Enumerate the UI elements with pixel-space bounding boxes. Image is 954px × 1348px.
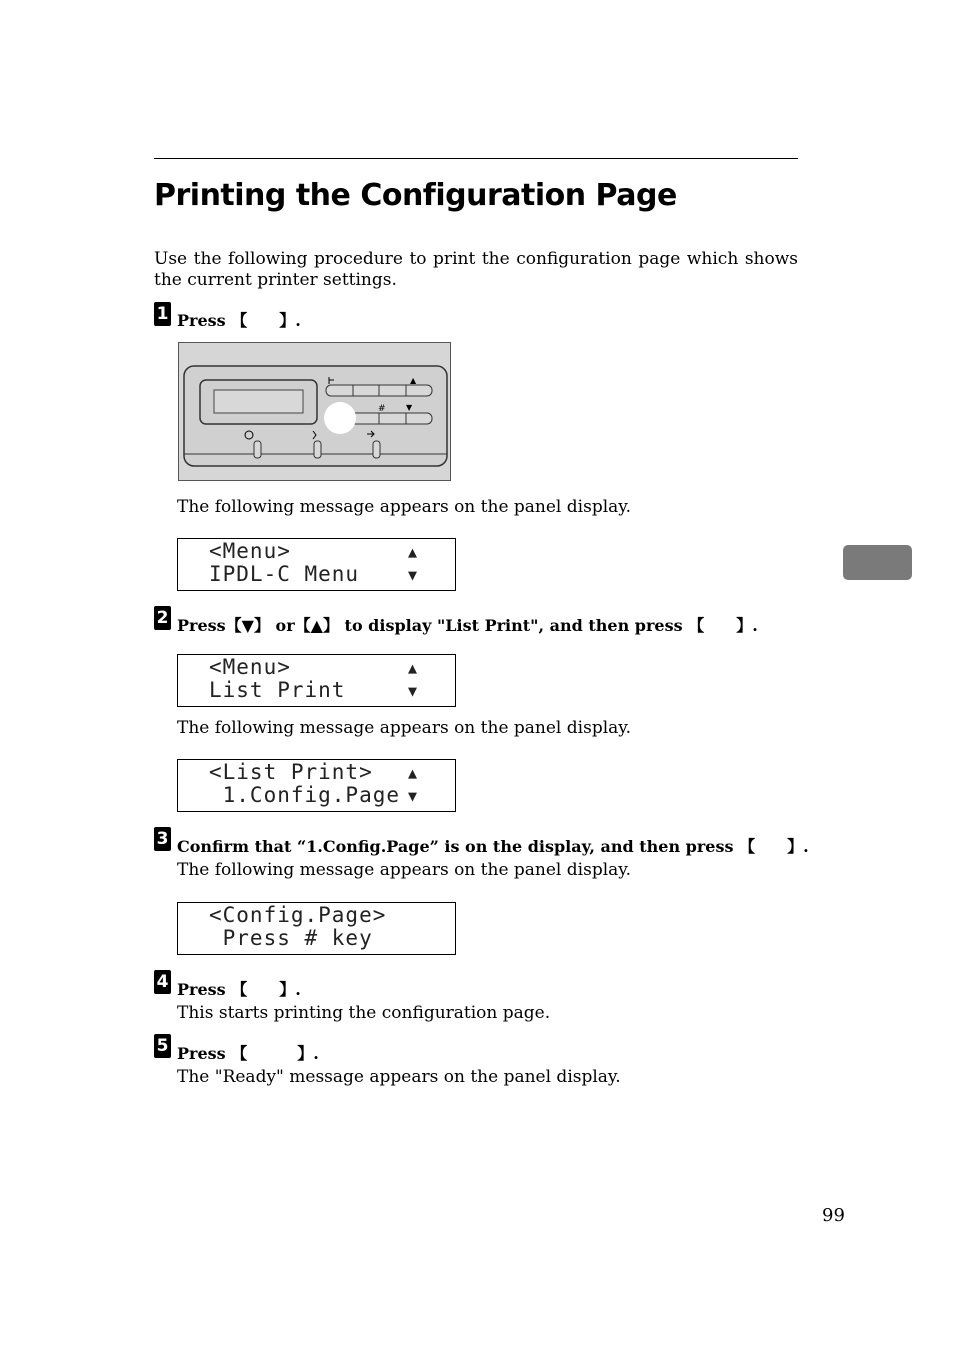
up-arrow-icon: ▲ — [408, 543, 418, 561]
up-arrow-icon: ▲ — [408, 764, 418, 782]
key-bracket-close: 】 — [279, 311, 296, 330]
step-5-instruction: Press 【 】. — [177, 1044, 319, 1063]
down-arrow-icon: ▼ — [408, 682, 418, 700]
down-arrow-icon: ▼ — [408, 566, 418, 584]
step-1-number: 1 — [154, 302, 171, 326]
intro-paragraph: Use the following procedure to print the configuration page which shows the current printer settings. — [154, 249, 798, 290]
step-5-number: 5 — [154, 1034, 171, 1058]
step-3-instruction: Confirm that “1.Config.Page” is on the display, and then press 【 】. — [177, 837, 809, 856]
lcd-display-2: <Menu> List Print ▲ ▼ — [177, 654, 456, 707]
top-rule — [154, 158, 798, 159]
control-panel-illustration — [178, 342, 451, 481]
panel-message-2: The following message appears on the panel display. — [177, 718, 632, 738]
up-arrow-icon: ▲ — [408, 659, 418, 677]
step-4-number: 4 — [154, 970, 171, 994]
power-lamp — [254, 441, 261, 458]
press-label: Press — [177, 311, 226, 330]
down-arrow-icon: ▼ — [408, 787, 418, 805]
up-arrow-icon: ▲ — [410, 376, 417, 385]
down-key: 【▼】 — [225, 616, 270, 635]
page-title: Printing the Configuration Page — [154, 178, 677, 213]
step-1-instruction: Press 【 】. — [177, 311, 301, 330]
lcd-display-4: <Config.Page> Press # key — [177, 902, 456, 955]
step-2-instruction: Press【▼】 or【▲】 to display "List Print", and then press 【 】. — [177, 616, 758, 635]
chapter-tab — [843, 545, 912, 580]
online-button — [314, 441, 321, 458]
page-number: 99 — [822, 1205, 845, 1226]
lcd-display-1: <Menu> IPDL-C Menu ▲ ▼ — [177, 538, 456, 591]
panel-message-3: The following message appears on the panel display. — [177, 860, 632, 880]
panel-message-1: The following message appears on the panel display. — [177, 497, 632, 517]
down-arrow-icon: ▼ — [406, 403, 413, 412]
ready-message: The "Ready" message appears on the panel display. — [177, 1067, 621, 1087]
start-print-message: This starts printing the configuration page. — [177, 1003, 551, 1023]
step-2-number: 2 — [154, 606, 171, 630]
form-feed-button — [373, 441, 380, 458]
key-bracket-open: 【 — [231, 311, 248, 330]
lcd-display-3: <List Print> 1.Config.Page ▲ ▼ — [177, 759, 456, 812]
highlight-circle — [324, 402, 356, 434]
up-key: 【▲】 — [294, 616, 339, 635]
step-3-number: 3 — [154, 827, 171, 851]
hash-icon: # — [378, 404, 386, 414]
step-4-instruction: Press 【 】. — [177, 980, 301, 999]
